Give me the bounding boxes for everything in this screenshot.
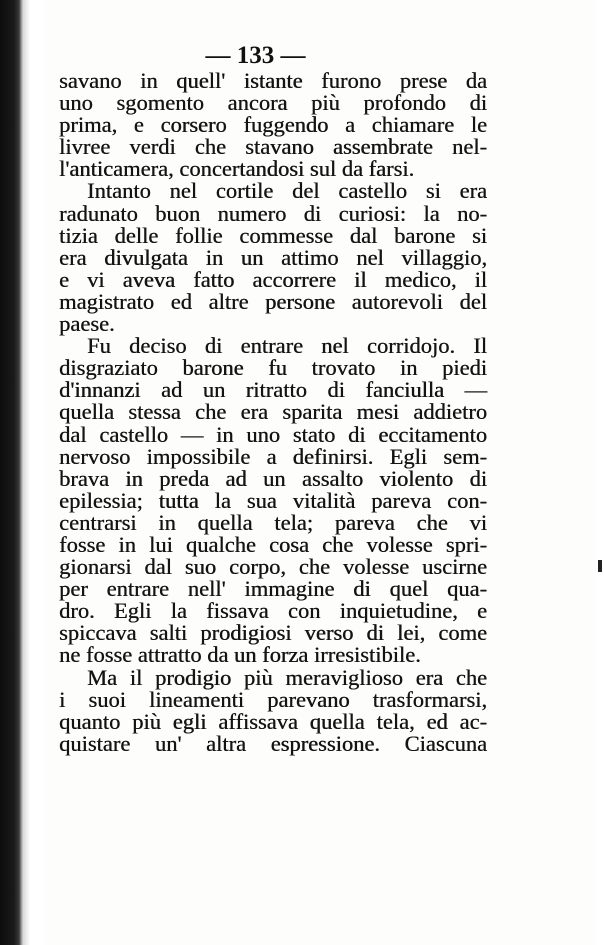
page-number: — 133 —: [205, 42, 306, 69]
text-line: era divulgata in un attimo nel villaggio,: [59, 244, 487, 270]
text-line: uno sgomento ancora più profondo di: [59, 90, 487, 116]
text-line: radunato buon numero di curiosi: la no-: [59, 200, 487, 226]
text-line: gionarsi dal suo corpo, che volesse uscirne: [59, 554, 487, 580]
text-line: spiccava salti prodigiosi verso di lei, come: [59, 620, 487, 646]
book-binding-edge: [0, 0, 30, 945]
paragraph-start-line: Ma il prodigio più meraviglioso era che: [87, 664, 487, 690]
text-line: quella stessa che era sparita mesi addietro: [59, 399, 487, 425]
paragraph-end-line: ne fosse attratto da un forza irresistibile.: [59, 642, 421, 668]
text-line: d'innanzi ad un ritratto di fanciulla —: [59, 377, 487, 403]
text-line: dro. Egli la fissava con inquietudine, e: [59, 598, 487, 624]
text-line: magistrato ed altre persone autorevoli del: [59, 288, 487, 314]
text-line: dal castello — in uno stato di eccitamento: [59, 421, 487, 447]
text-line: quanto più egli affissava quella tela, ed ac-: [59, 708, 487, 734]
text-line: prima, e corsero fuggendo a chiamare le: [59, 112, 487, 138]
text-line: per entrare nell' immagine di quel qua-: [59, 576, 487, 602]
text-line: disgraziato barone fu trovato in piedi: [59, 355, 487, 381]
text-line: tizia delle follie commesse dal barone si: [59, 222, 487, 248]
paragraph-start-line: Fu deciso di entrare nel corridojo. Il: [87, 333, 487, 359]
text-line: centrarsi in quella tela; pareva che vi: [59, 509, 487, 535]
text-line: livree verdi che stavano assembrate nel-: [59, 134, 487, 160]
text-line: e vi aveva fatto accorrere il medico, il: [59, 266, 487, 292]
text-line: epilessia; tutta la sua vitalità pareva con-: [59, 487, 487, 513]
text-line: i suoi lineamenti parevano trasformarsi,: [59, 686, 487, 712]
text-line: quistare un' altra espressione. Ciascuna: [59, 730, 487, 756]
paragraph-start-line: Intanto nel cortile del castello si era: [87, 178, 487, 204]
text-line: brava in preda ad un assalto violento di: [59, 465, 487, 491]
body-text: [59, 70, 487, 755]
text-line: fosse in lui qualche cosa che volesse spri-: [59, 531, 487, 557]
paragraph-end-line: paese.: [59, 311, 115, 337]
text-line: savano in quell' istante furono prese da: [59, 68, 487, 93]
paragraph-end-line: l'anticamera, concertandosi sul da farsi.: [59, 156, 415, 182]
text-line: nervoso impossibile a definirsi. Egli sem-: [59, 443, 487, 469]
scan-mark: [598, 560, 602, 572]
